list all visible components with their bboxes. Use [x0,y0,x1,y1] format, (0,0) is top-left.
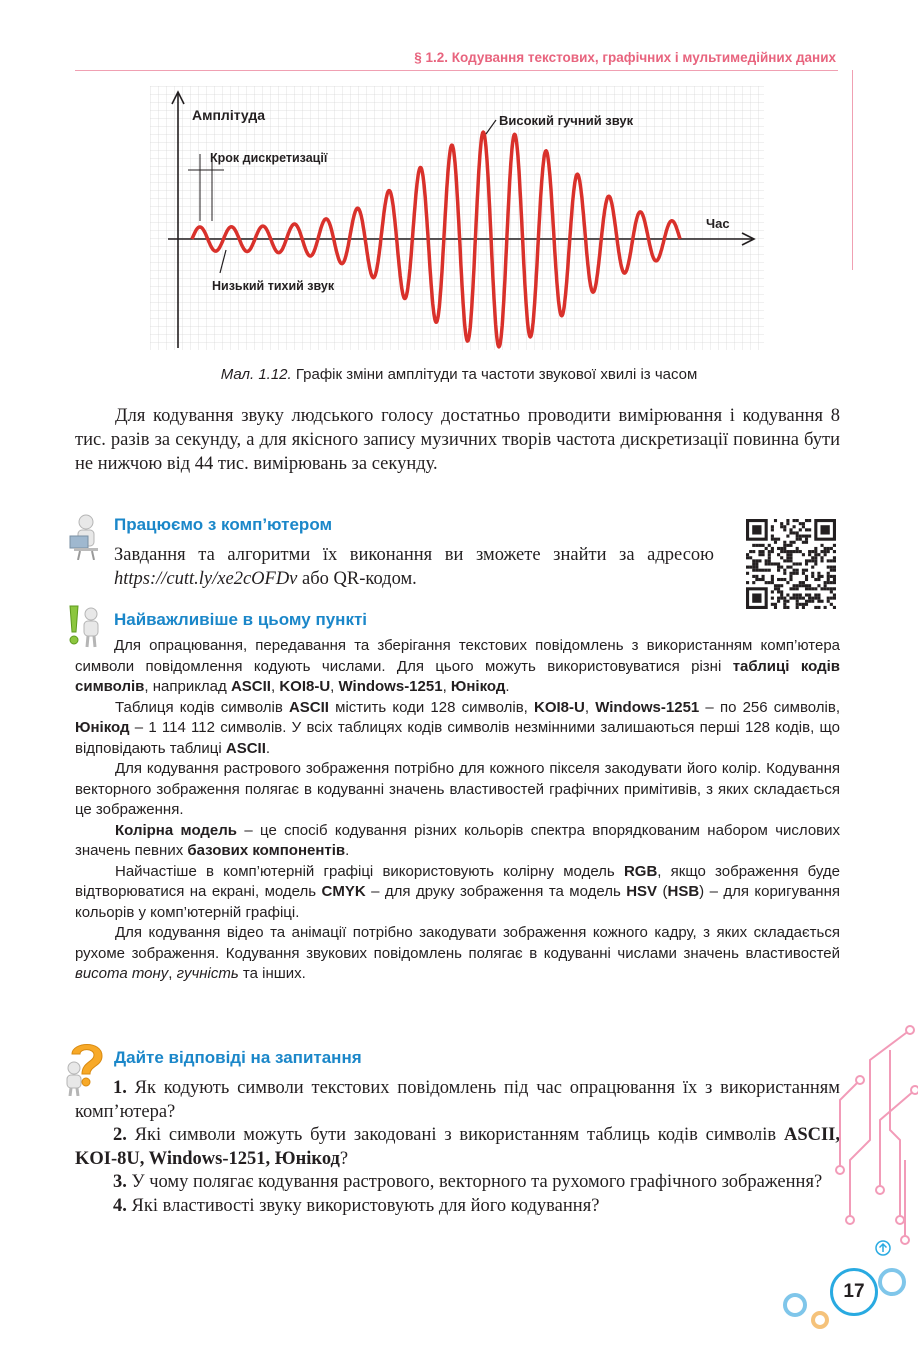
computer-text-before: Завдання та алгоритми їх виконання ви зможете знайти за адресою [114,545,714,565]
text: , наприклад [144,678,231,695]
computer-text [114,543,714,591]
question-text: ? [339,1148,349,1169]
term: таблиці кодів символів [75,657,840,695]
text: Таблиця кодів символів [115,698,289,716]
questions-list [75,1077,840,1218]
term: Windows-1251 [338,678,443,695]
term: базових компонентів [187,842,346,859]
term: Колірна модель [115,821,238,839]
text: , [442,678,451,695]
term: ASCII [225,739,266,757]
term: гучність [176,965,239,982]
term: Windows-1251 [595,698,700,716]
computer-text-after: або QR-кодом. [297,569,417,589]
term: ASCII [230,678,271,695]
text: ) – для коригування кольорів у комп’ютерній графіці. [75,883,840,921]
text: Для кодування відео та анімації потрібно закодувати зображення кожного кадру, з яких складається рухоме зображення. Кодування звукових повідомлень полягає в кодуванні числами значень властивостей [75,924,840,962]
intro-paragraph: Для кодування звуку людського голосу достатньо проводити вимірювання і кодування 8 тис. разів за секунду, а для якісного запису музичних творів частота дискретизації повинна бути не нижчою від 44 тис. вимірювань за секунду. [75,406,840,474]
term: HSB [667,883,700,900]
text: та інших. [238,965,306,982]
page-number: 17 [830,1268,878,1316]
text: – по 256 символів, [699,698,840,716]
caption-number: Мал. 1.12. [220,366,292,383]
question-text: У чому полягає кодування растрового, векторного та рухомого графічного зображення? [126,1172,823,1192]
margin-divider [852,70,853,270]
section-title-computer: Працюємо з комп’ютером [114,515,333,534]
running-header: § 1.2. Кодування текстових, графічних і мультимедійних даних [414,50,836,65]
question-text: Як кодують символи текстових повідомлень під час опрацювання їх з використанням комп’ютера? [75,1078,840,1122]
header-divider [75,70,838,71]
summary-paragraph-6 [75,923,840,985]
question-text: Які символи можуть бути закодовані з використанням таблиць кодів символів [126,1125,784,1145]
question-number: 2. [113,1125,127,1145]
circuit-decoration [740,1020,918,1340]
label-sampling-step: Крок дискретизації [210,151,328,165]
question-4 [75,1195,840,1219]
label-time: Час [706,216,730,231]
text: , [270,678,280,695]
term: RGB [623,862,658,880]
term: HSV [626,883,658,900]
section-title-questions: Дайте відповіді на запитання [114,1048,362,1067]
text: . [265,739,271,757]
label-loud-sound: Високий гучний звук [499,113,634,128]
figure-caption [0,366,918,383]
question-3 [75,1171,840,1195]
term: висота тону [75,965,169,982]
question-terms: ASCII, KOI-8U, Windows-1251, Юнікод [75,1125,840,1169]
text: – це спосіб кодування різних кольорів спектра впорядкованим набором числових значень певних [75,821,841,859]
summary-body [75,636,840,985]
text: , [330,678,339,695]
summary-paragraph-3: Для кодування растрового зображення потрібно для кожного пікселя закодувати його колір. Кодування векторного зображення полягає в кодуванні значень властивостей графічних примітивів, з яких складається це зображення. [75,760,840,818]
label-quiet-sound: Низький тихий звук [212,279,335,293]
question-2 [75,1124,840,1171]
sound-wave-figure [150,86,764,350]
label-amplitude: Амплітуда [192,107,266,123]
section-title-summary: Найважливіше в цьому пункті [114,610,367,629]
qr-code[interactable] [746,519,836,609]
computer-user-icon [66,514,106,560]
task-link[interactable]: https://cutt.ly/xe2cOFDv [114,569,298,589]
summary-paragraph-2 [75,698,840,760]
text: , [168,965,177,982]
term: KOI8-U [534,698,585,716]
question-1 [75,1077,840,1124]
question-text: Які властивості звуку використовують для його кодування? [126,1195,600,1216]
summary-paragraph-4 [75,821,840,862]
term: ASCII [288,698,329,716]
term: KOI8-U [279,678,331,695]
term: CMYK [321,883,366,900]
text: . [505,678,510,695]
term: Юнікод [450,678,506,695]
question-number: 3. [113,1172,127,1192]
text: ( [657,883,668,900]
text: . [345,842,350,859]
question-number: 4. [113,1195,127,1216]
summary-paragraph-5 [75,862,840,924]
question-number: 1. [113,1078,127,1098]
text: Найчастіше в комп’ютерній графіці використовують колірну модель [115,862,624,880]
summary-paragraph-1 [75,636,840,698]
caption-text: Графік зміни амплітуди та частоти звукової хвилі із часом [291,366,698,383]
text: – для друку зображення та модель [365,883,627,900]
text: – 1 114 112 символів. У всіх таблицях кодів символів незмінними залишаються перші 128 кодів, що відповідають таблиці [75,719,840,757]
text: Для опрацювання, передавання та зберігання текстових повідомлень з використанням комп’ютера символи повідомлення кодують числами. Для цього можуть використовуватися різні [75,637,840,675]
text: містить коди 128 символів, [328,698,535,716]
text: , [584,698,596,716]
text: , якщо зображення буде відтворюватися на екрані, модель [75,862,841,900]
term: Юнікод [75,719,130,736]
